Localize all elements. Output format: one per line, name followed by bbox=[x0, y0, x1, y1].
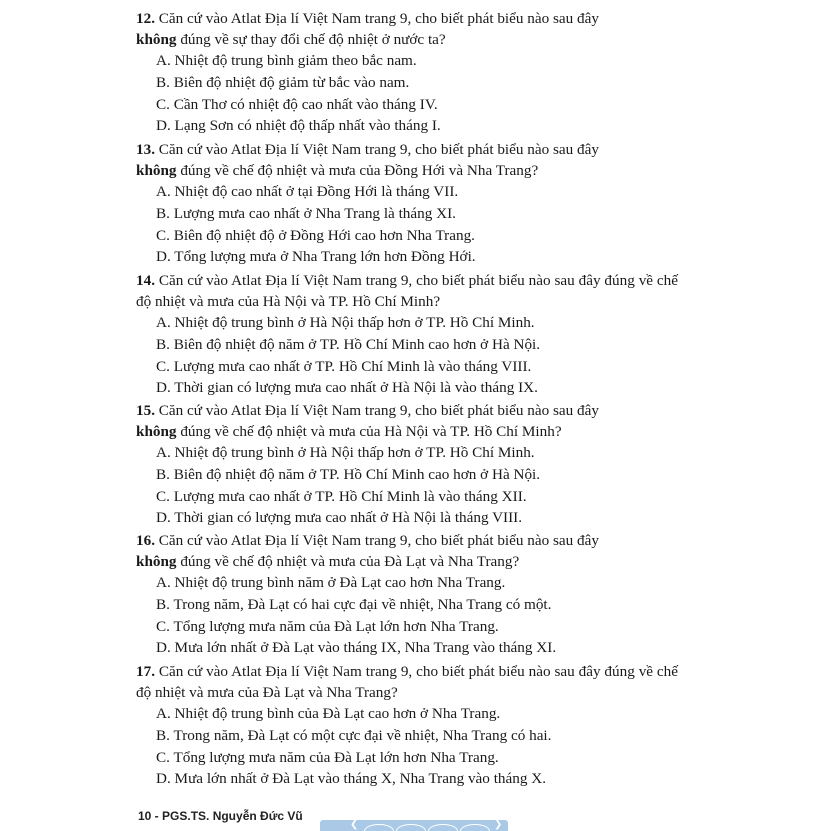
chevron-left-icon[interactable]: ❮ bbox=[350, 820, 359, 830]
option-d: D. Thời gian có lượng mưa cao nhất ở Hà Nội là tháng VIII. bbox=[156, 509, 523, 527]
nav-dot-icon[interactable] bbox=[428, 824, 458, 831]
option-b: B. Lượng mưa cao nhất ở Nha Trang là tháng XI. bbox=[156, 204, 456, 222]
nav-dot-icon[interactable] bbox=[396, 824, 426, 831]
option-a: A. Nhiệt độ trung bình giảm theo bắc nam. bbox=[156, 52, 417, 69]
option-a: A. Nhiệt độ trung bình ở Hà Nội thấp hơn ở TP. Hồ Chí Minh. bbox=[156, 314, 535, 331]
option-c: C. Cần Thơ có nhiệt độ cao nhất vào tháng IV. bbox=[156, 95, 438, 113]
option-b: B. Trong năm, Đà Lạt có một cực đại về nhiệt, Nha Trang có hai. bbox=[156, 726, 552, 744]
question-16 bbox=[136, 530, 678, 659]
question-stem: 12. Căn cứ vào Atlat Địa lí Việt Nam trang 9, cho biết phát biểu nào sau đây không đúng về sự thay đổi chế độ nhiệt ở nước ta? bbox=[136, 10, 599, 48]
question-number: 14. bbox=[136, 272, 155, 289]
question-number: 13. bbox=[136, 141, 155, 158]
options-list bbox=[136, 50, 678, 137]
option-c: C. Tổng lượng mưa năm của Đà Lạt lớn hơn Nha Trang. bbox=[156, 748, 499, 766]
options-list bbox=[136, 703, 678, 790]
question-number: 16. bbox=[136, 532, 155, 549]
option-d: D. Thời gian có lượng mưa cao nhất ở Hà Nội là vào tháng IX. bbox=[156, 379, 538, 397]
option-b: B. Biên độ nhiệt độ năm ở TP. Hồ Chí Minh cao hơn ở Hà Nội. bbox=[156, 335, 541, 353]
option-c: C. Lượng mưa cao nhất ở TP. Hồ Chí Minh là vào tháng VIII. bbox=[156, 357, 532, 375]
options-list bbox=[136, 312, 678, 399]
question-number: 17. bbox=[136, 663, 155, 680]
options-list bbox=[136, 572, 678, 659]
nav-dot-icon[interactable] bbox=[460, 824, 490, 831]
option-b: B. Trong năm, Đà Lạt có hai cực đại về nhiệt, Nha Trang có một. bbox=[156, 595, 552, 613]
option-d: D. Mưa lớn nhất ở Đà Lạt vào tháng IX, Nha Trang vào tháng XI. bbox=[156, 639, 557, 657]
question-15 bbox=[136, 400, 678, 529]
question-number: 15. bbox=[136, 402, 155, 419]
question-stem: 15. Căn cứ vào Atlat Địa lí Việt Nam trang 9, cho biết phát biểu nào sau đây không đúng về chế độ nhiệt và mưa của Hà Nội và TP. Hồ Chí Minh? bbox=[136, 402, 599, 440]
option-c: C. Biên độ nhiệt độ ở Đồng Hới cao hơn Nha Trang. bbox=[156, 226, 475, 244]
option-b: B. Biên độ nhiệt độ năm ở TP. Hồ Chí Minh cao hơn ở Hà Nội. bbox=[156, 465, 541, 483]
viewer-nav-strip[interactable] bbox=[320, 820, 508, 831]
question-14 bbox=[136, 270, 678, 399]
option-c: C. Tổng lượng mưa năm của Đà Lạt lớn hơn Nha Trang. bbox=[156, 617, 499, 635]
question-number: 12. bbox=[136, 10, 155, 27]
keyword-khong: không bbox=[136, 31, 177, 48]
keyword-khong: không bbox=[136, 553, 177, 570]
keyword-khong: không bbox=[136, 423, 177, 440]
option-d: D. Mưa lớn nhất ở Đà Lạt vào tháng X, Nha Trang vào tháng X. bbox=[156, 770, 546, 788]
option-a: A. Nhiệt độ trung bình năm ở Đà Lạt cao hơn Nha Trang. bbox=[156, 574, 506, 591]
option-c: C. Lượng mưa cao nhất ở TP. Hồ Chí Minh là vào tháng XII. bbox=[156, 487, 527, 505]
chevron-right-icon[interactable]: ❯ bbox=[494, 820, 503, 830]
nav-dot-icon[interactable] bbox=[364, 824, 394, 831]
option-a: A. Nhiệt độ trung bình của Đà Lạt cao hơn ở Nha Trang. bbox=[156, 705, 501, 722]
question-stem: 14. Căn cứ vào Atlat Địa lí Việt Nam trang 9, cho biết phát biểu nào sau đây đúng về chế độ nhiệt và mưa của Hà Nội và TP. Hồ Chí Minh? bbox=[136, 272, 678, 310]
options-list bbox=[136, 181, 678, 268]
question-stem: 16. Căn cứ vào Atlat Địa lí Việt Nam trang 9, cho biết phát biểu nào sau đây không đúng về chế độ nhiệt và mưa của Đà Lạt và Nha Trang? bbox=[136, 532, 599, 570]
question-17 bbox=[136, 661, 678, 790]
question-stem: 17. Căn cứ vào Atlat Địa lí Việt Nam trang 9, cho biết phát biểu nào sau đây đúng về chế độ nhiệt và mưa của Đà Lạt và Nha Trang? bbox=[136, 663, 678, 701]
option-a: A. Nhiệt độ cao nhất ở tại Đồng Hới là tháng VII. bbox=[156, 183, 459, 200]
keyword-khong: không bbox=[136, 162, 177, 179]
option-b: B. Biên độ nhiệt độ giảm từ bắc vào nam. bbox=[156, 73, 410, 91]
question-12 bbox=[136, 8, 678, 137]
question-stem: 13. Căn cứ vào Atlat Địa lí Việt Nam trang 9, cho biết phát biểu nào sau đây không đúng về chế độ nhiệt và mưa của Đồng Hới và Nha Trang? bbox=[136, 141, 599, 179]
page-footer: 10 - PGS.TS. Nguyễn Đức Vũ bbox=[138, 809, 303, 823]
option-d: D. Tổng lượng mưa ở Nha Trang lớn hơn Đồng Hới. bbox=[156, 248, 476, 266]
question-13 bbox=[136, 139, 678, 268]
options-list bbox=[136, 442, 678, 529]
option-a: A. Nhiệt độ trung bình ở Hà Nội thấp hơn ở TP. Hồ Chí Minh. bbox=[156, 444, 535, 461]
option-d: D. Lạng Sơn có nhiệt độ thấp nhất vào tháng I. bbox=[156, 117, 441, 135]
